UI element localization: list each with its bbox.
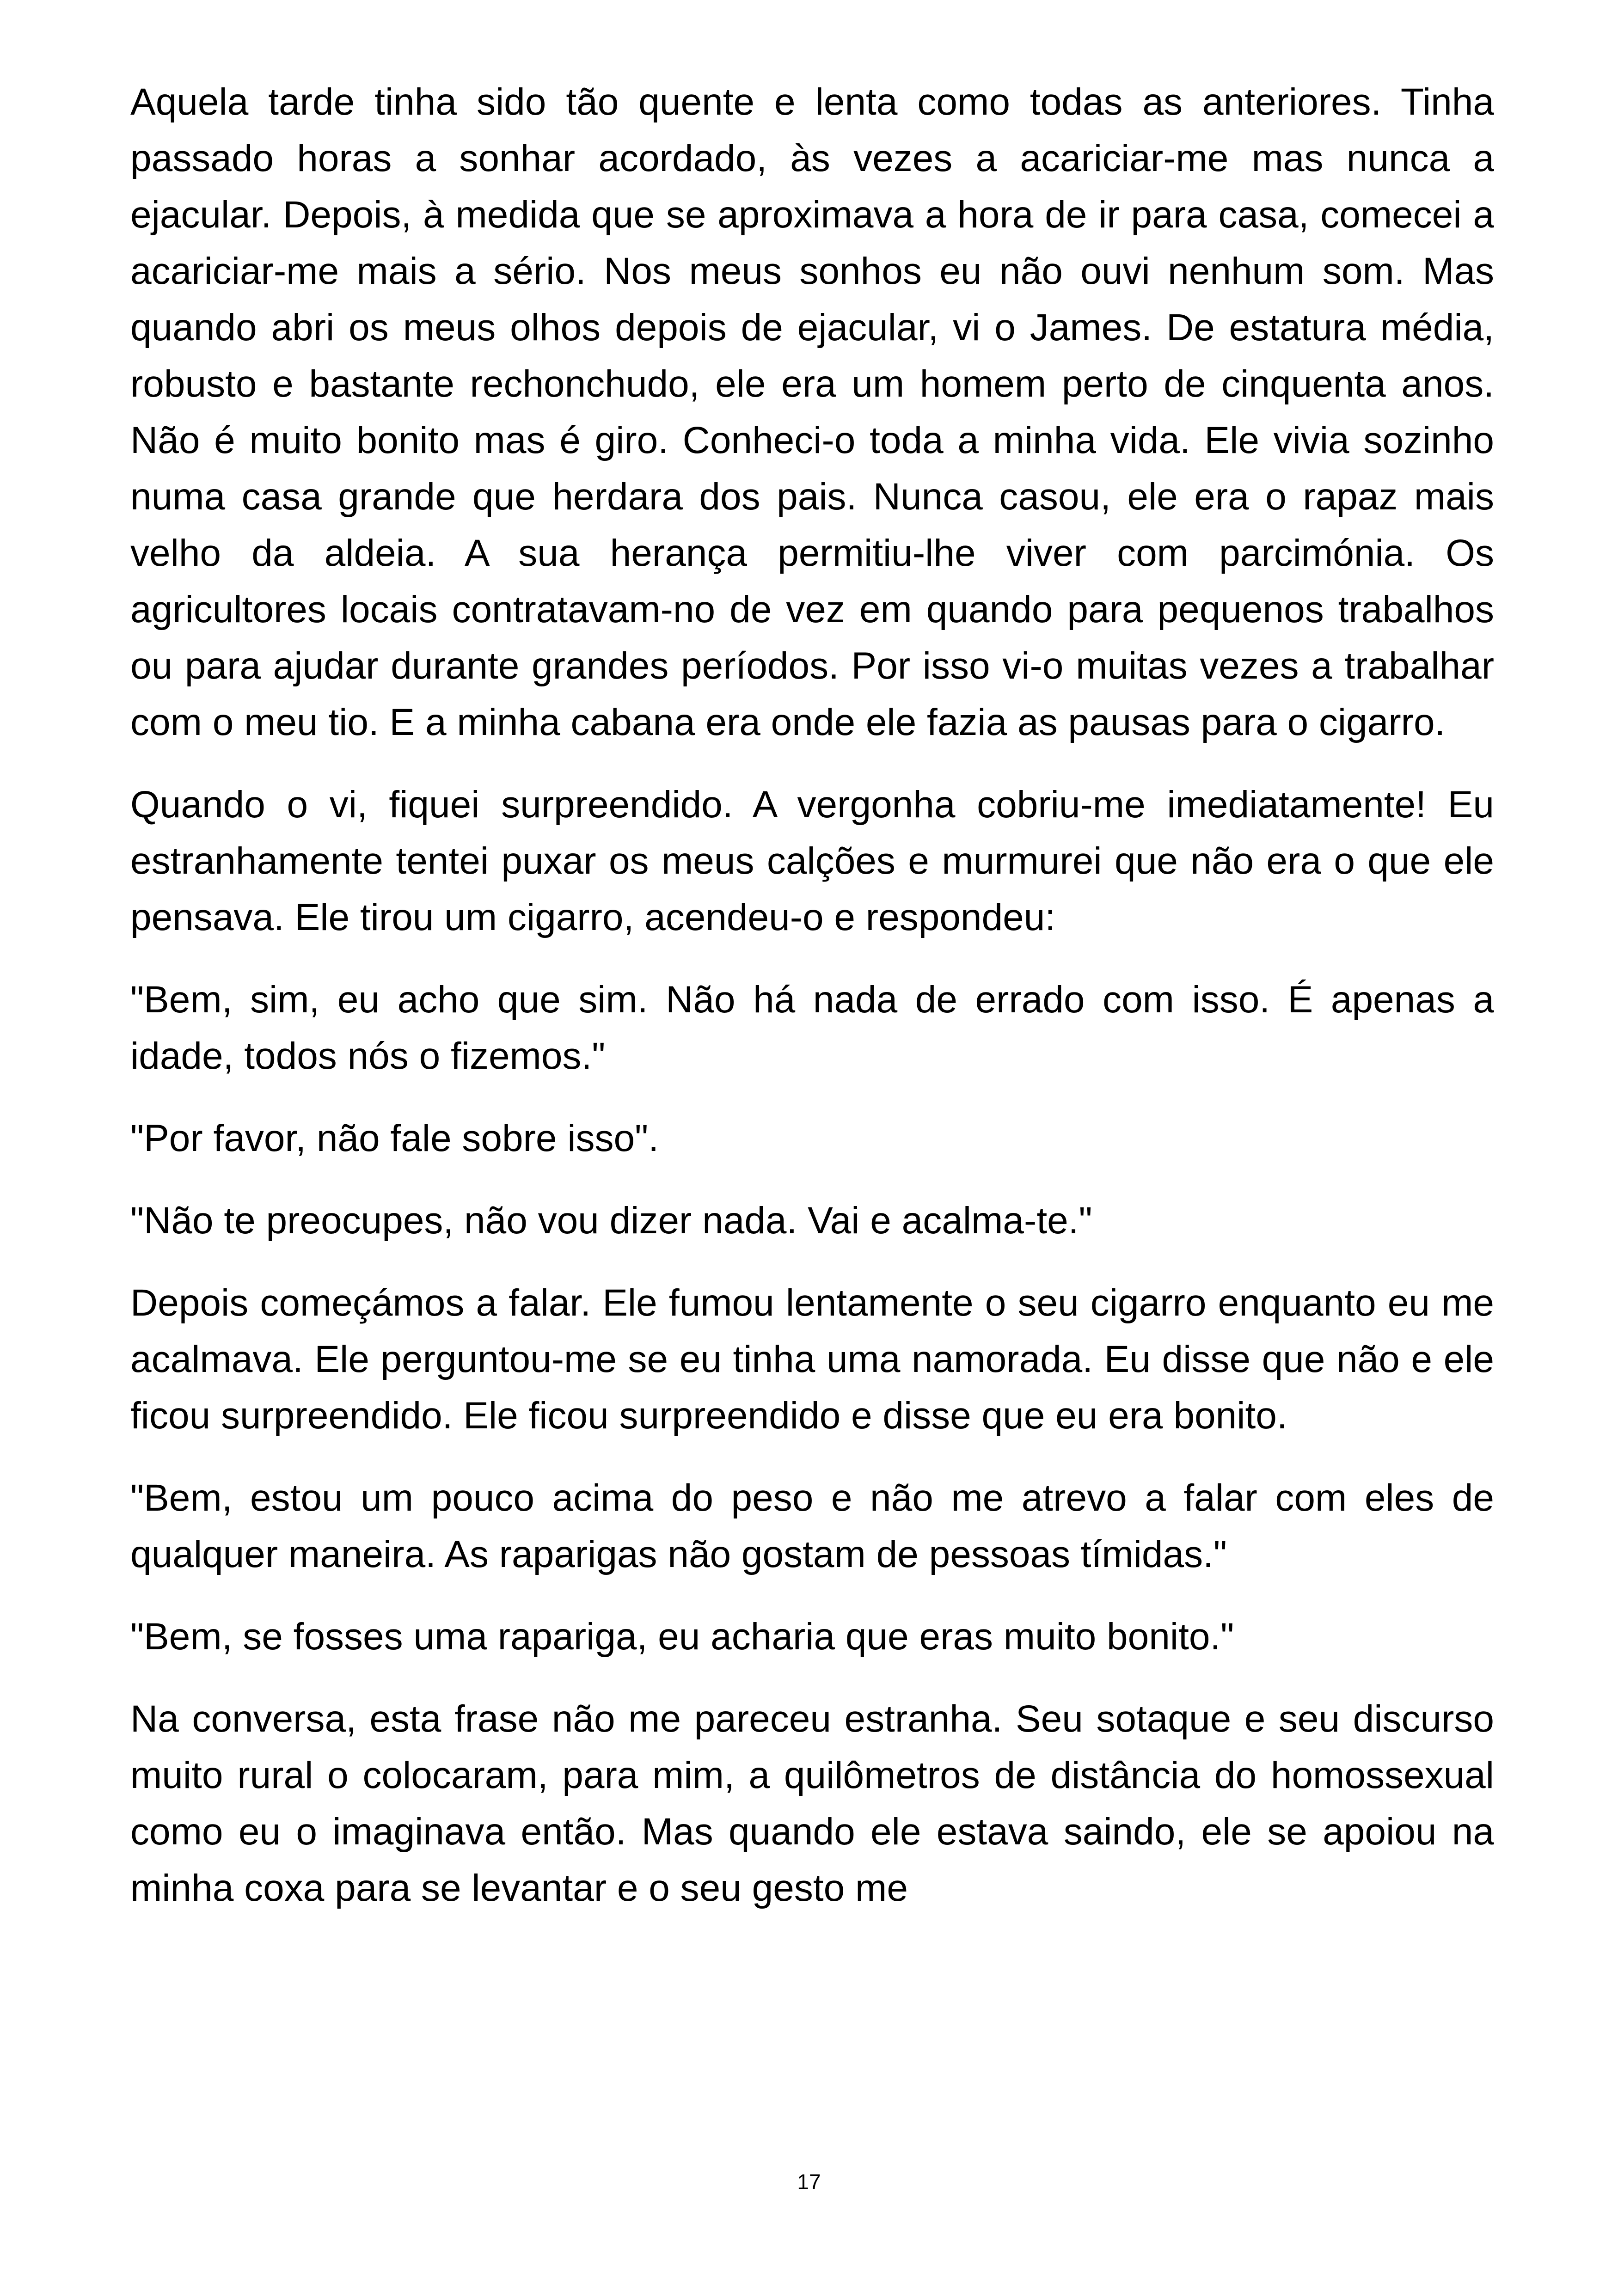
paragraph-narration-3: Depois começámos a falar. Ele fumou lentamente o seu cigarro enquanto eu me acalmava. Ele perguntou-me se eu tinha uma namorada. Eu disse que não e ele ficou surpreendido. Ele ficou surpreendido e disse que eu era bonito. bbox=[130, 1282, 1494, 1437]
page-number: 17 bbox=[797, 2170, 821, 2194]
paragraph-narration-1: Aquela tarde tinha sido tão quente e lenta como todas as anteriores. Tinha passado horas a sonhar acordado, às vezes a acariciar-me mas nunca a ejacular. Depois, à medida que se aproximava a hora de ir para casa, comecei a acariciar-me mais a sério. Nos meus sonhos eu não ouvi nenhum som. Mas quando abri os meus olhos depois de ejacular, vi o James. De estatura média, robusto e bastante rechonchudo, ele era um homem perto de cinquenta anos. Não é muito bonito mas é giro. Conheci-o toda a minha vida. Ele vivia sozinho numa casa grande que herdara dos pais. Nunca casou, ele era o rapaz mais velho da aldeia. A sua herança permitiu-lhe viver com parcimónia. Os agricultores locais contratavam-no de vez em quando para pequenos trabalhos ou para ajudar durante grandes períodos. Por isso vi-o muitas vezes a trabalhar com o meu tio. E a minha cabana era onde ele fazia as pausas para o cigarro. bbox=[130, 81, 1494, 743]
paragraph-dialogue-5: "Bem, se fosses uma rapariga, eu acharia que eras muito bonito." bbox=[130, 1616, 1234, 1658]
paragraph-dialogue-4: "Bem, estou um pouco acima do peso e não me atrevo a falar com eles de qualquer maneira. As raparigas não gostam de pessoas tímidas." bbox=[130, 1477, 1494, 1575]
paragraph-narration-4: Na conversa, esta frase não me pareceu estranha. Seu sotaque e seu discurso muito rural o colocaram, para mim, a quilômetros de distância do homossexual como eu o imaginava então. Mas quando ele estava saindo, ele se apoiou na minha coxa para se levantar e o seu gesto me bbox=[130, 1698, 1494, 1909]
paragraph-dialogue-3: "Não te preocupes, não vou dizer nada. Vai e acalma-te." bbox=[130, 1200, 1092, 1242]
paragraph-narration-2: Quando o vi, fiquei surpreendido. A vergonha cobriu-me imediatamente! Eu estranhamente tentei puxar os meus calções e murmurei que não era o que ele pensava. Ele tirou um cigarro, acendeu-o e respondeu: bbox=[130, 784, 1494, 938]
paragraph-dialogue-2: "Por favor, não fale sobre isso". bbox=[130, 1117, 659, 1159]
paragraph-dialogue-1: "Bem, sim, eu acho que sim. Não há nada de errado com isso. É apenas a idade, todos nós o fizemos." bbox=[130, 979, 1494, 1077]
body-text bbox=[130, 74, 1494, 1942]
